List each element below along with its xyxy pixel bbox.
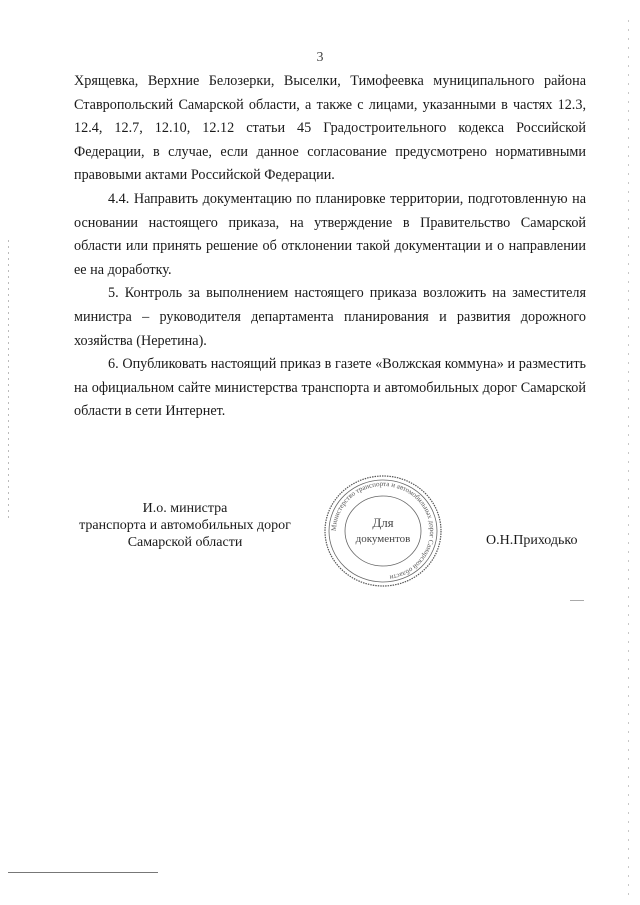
paragraph-item-6: 6. Опубликовать настоящий приказ в газете «Волжская коммуна» и разместить на официальном сайте министерства транспорта и автомобильных дорог Самарской области в сети Интернет. (74, 356, 586, 420)
scan-bottom-line (8, 872, 158, 873)
paragraph-continuation: Хрящевка, Верхние Белозерки, Выселки, Тимофеевка муниципального района Ставропольский Самарской области, а также с лицами, указанными в частях 12.3, 12.4, 12.7, 12.10, 12.12 статьи 45 Градостроительного кодекса Российской Федерации, в случае, если данное согласование предусмотрено нормативными правовыми актами Российской Федерации. (74, 73, 586, 184)
signatory-title-line: транспорта и автомобильных дорог (79, 518, 291, 533)
paragraph-item-4-4: 4.4. Направить документацию по планировке территории, подготовленную на основании настоящего приказа, на утверждение в Правительство Самарской области или принять решение об отклонении такой документации и о направлении ее на доработку. (74, 190, 586, 278)
signatory-title (60, 500, 310, 551)
document-body (74, 70, 586, 424)
signatory-name: О.Н.Приходько (486, 533, 578, 548)
scan-dash (570, 600, 584, 601)
seal-center-line: Для (372, 515, 394, 530)
paragraph-item-5: 5. Контроль за выполнением настоящего приказа возложить на заместителя министра – руководителя департамента планирования и развития дорожного хозяйства (Неретина). (74, 285, 586, 349)
seal-ring-text: Министерство транспорта и автомобильных дорог Самарской области (329, 479, 437, 582)
page-number: 3 (316, 50, 324, 65)
scan-edge-mark (628, 20, 629, 900)
official-seal (321, 472, 445, 590)
seal-center-line: документов (355, 533, 411, 545)
signatory-title-line: Самарской области (127, 535, 243, 550)
signatory-title-line: И.о. министра (142, 501, 228, 516)
scan-margin-mark (8, 240, 9, 520)
